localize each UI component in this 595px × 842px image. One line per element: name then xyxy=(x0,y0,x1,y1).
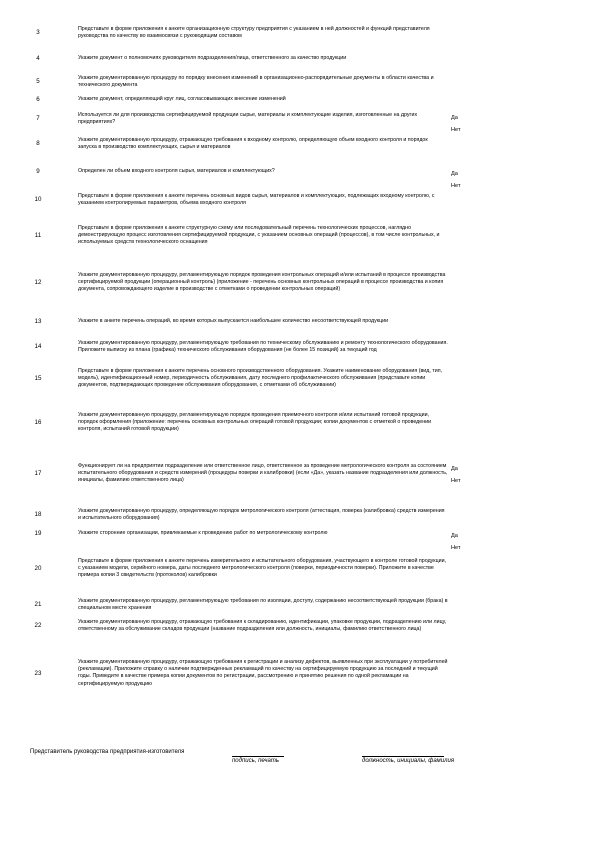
question-text: Укажите документированную процедуру, регламентирующую порядок проведения приемочного контроля и/или испытаний готовой продукции, порядок оформления (приложение: перечень основных контрольных операций готовой продукции; копии документов с отметкой о проведении контроля, испытаний готовой продукции) xyxy=(78,412,432,433)
question-number: 6 xyxy=(36,96,40,103)
question-text: Представьте в форме приложения к анкете перечень основного производственного оборудования. Укажите наименование оборудования (вид, тип, модель), идентификационный номер, периодичность обслуживания, дату последнего профилактического обслуживания (представьте копии документов, подтверждающих проведение обслуживания оборудования, с отметками об обслуживании) xyxy=(78,368,443,389)
question-number: 16 xyxy=(34,419,42,426)
question-number: 10 xyxy=(34,196,42,203)
question-number: 18 xyxy=(34,511,42,518)
question-text: Представьте в форме приложения к анкете перечень измерительного и испытательного оборудования, участвующего в контроле готовой продукции, с указанием модели, серийного номера, даты последнего метрологического контроля (поверки, периодичности поверки). Приложите в качестве примера копии 3 свидетельств (протоколов) калибровки xyxy=(78,558,447,579)
answer-no[interactable]: Нет xyxy=(451,545,461,551)
question-text: Укажите документ о полномочиях руководителя подразделения/лица, ответственного за качество продукции xyxy=(78,55,347,61)
question-text: Представьте в форме приложения к анкете структурную схему или последовательный перечень технологических процессов, наглядно демонстрирующую процесс изготовления сертифицируемой продукции, с указанием основных операций (процессов), в том числе контрольных, и используемых средств технологического оснащения xyxy=(78,225,440,246)
question-number: 11 xyxy=(34,232,42,239)
question-number: 22 xyxy=(34,622,42,629)
question-number: 13 xyxy=(34,318,42,325)
representative-label: Представитель руководства предприятия-изготовителя xyxy=(30,749,185,755)
question-number: 9 xyxy=(36,168,40,175)
answer-no[interactable]: Нет xyxy=(451,127,461,133)
question-text: Укажите документированную процедуру, отражающую требования к входному контролю, определяющую объем входного контроля и порядок запуска в производство комплектующих, сырья и материалов xyxy=(78,137,428,151)
answer-no[interactable]: Нет xyxy=(451,183,461,189)
question-text: Укажите документированную процедуру, регламентирующую требования по изоляции, доступу, содержанию несоответствующей продукции (брака) в специальном месте хранения xyxy=(78,598,448,612)
answer-yes[interactable]: Да xyxy=(451,171,458,177)
answer-yes[interactable]: Да xyxy=(451,466,458,472)
answer-yes[interactable]: Да xyxy=(451,115,458,121)
question-text: Укажите в анкете перечень операций, во время которых выпускается наибольшее количество несоответствующей продукции xyxy=(78,318,389,324)
answer-no[interactable]: Нет xyxy=(451,478,461,484)
question-number: 14 xyxy=(34,343,42,350)
question-text: Укажите документированную процедуру, регламентирующую требования по техническому обслуживанию и ремонту технологического оборудования. Приложите выписку из плана (графика) технического обслуживания оборудования (не более 15 позиций) за текущий год xyxy=(78,340,448,354)
question-number: 19 xyxy=(34,530,42,537)
question-number: 23 xyxy=(34,669,42,677)
question-number: 3 xyxy=(36,29,40,36)
question-text: Укажите документированную процедуру, отражающую требования к регистрации и анализу дефектов, выявленных при эксплуатации у потребителей (рекламации). Приложите справку о наличии подтвержденных рекламаций по качеству на сертифицируемую продукцию за последний и текущий годы. Приведите в качестве примера копии документов по регистрации, рассмотрению и принятию решения по одной рекламации на сертифицируемую продукцию xyxy=(78,659,448,687)
question-text: Укажите сторонние организации, привлекаемые к проведению работ по метрологическому контролю xyxy=(78,530,328,536)
question-number: 20 xyxy=(34,565,42,572)
answer-yes[interactable]: Да xyxy=(451,533,458,539)
question-number: 5 xyxy=(36,78,40,85)
name-caption: должность, инициалы, фамилия xyxy=(362,758,455,764)
answer-options xyxy=(451,112,473,136)
question-number: 17 xyxy=(34,470,42,477)
question-number: 8 xyxy=(36,140,40,147)
signature-caption: подпись, печать xyxy=(232,758,279,764)
question-text: Укажите документированную процедуру, регламентирующую порядок проведения контрольных операций и/или испытаний в процессе производства сертифицируемой продукции (операционный контроль) (приложение - перечень основных контрольных операций в процессе производства и копия документа, сопровождающего изделие в производстве с отметками о проведении контрольных операций) xyxy=(78,272,446,293)
question-text: Определен ли объем входного контроля сырья, материалов и комплектующих? xyxy=(78,168,275,174)
question-number: 4 xyxy=(36,55,40,62)
question-text: Укажите документированную процедуру, определяющую порядок метрологического контроля (аттестация, поверка (калибровка) средств измерения и испытательного оборудования) xyxy=(78,508,445,522)
question-number: 12 xyxy=(34,279,42,286)
signature-line xyxy=(232,756,284,757)
name-line xyxy=(362,756,444,757)
question-text: Укажите документированную процедуру, отражающую требования к складированию, идентификации, упаковке продукции, подразделению или лицу, ответственному за обслуживание складов продукции (название подразделения или должность, инициалы, фамилию ответственного лица) xyxy=(78,619,447,633)
answer-options xyxy=(451,463,473,487)
answer-options xyxy=(451,530,473,554)
answer-options xyxy=(451,168,473,192)
question-number: 21 xyxy=(34,601,42,608)
question-text: Представьте в форме приложения к анкете перечень основных видов сырья, материалов и комплектующих, подлежащих входному контролю, с указанием контролируемых параметров, объема входного контроля xyxy=(78,193,435,207)
question-number: 7 xyxy=(36,115,40,122)
question-number: 15 xyxy=(34,375,42,382)
question-text: Укажите документ, определяющий круг лиц, согласовывающих внесение изменений xyxy=(78,96,286,102)
question-text: Функционирует ли на предприятии подразделение или ответственное лицо, ответственное за проведение метрологического контроля за состоянием испытательного оборудования и средств измерений (процедуры поверки и калибровки) (если «Да», указать название подразделения или должность, инициалы, фамилию ответственного лица) xyxy=(78,463,448,484)
question-text: Представьте в форме приложения к анкете организационную структуру предприятия с указанием в ней должностей и функций представителя руководства по качеству во взаимосвязи с руководящим составом xyxy=(78,26,430,40)
question-text: Используется ли для производства сертифицируемой продукции сырье, материалы и комплектующие изделия, изготовленные на других предприятиях? xyxy=(78,112,418,126)
question-text: Укажите документированную процедуру по порядку внесения изменений в организационно-распорядительные документы в области качества и технического документа xyxy=(78,75,434,89)
